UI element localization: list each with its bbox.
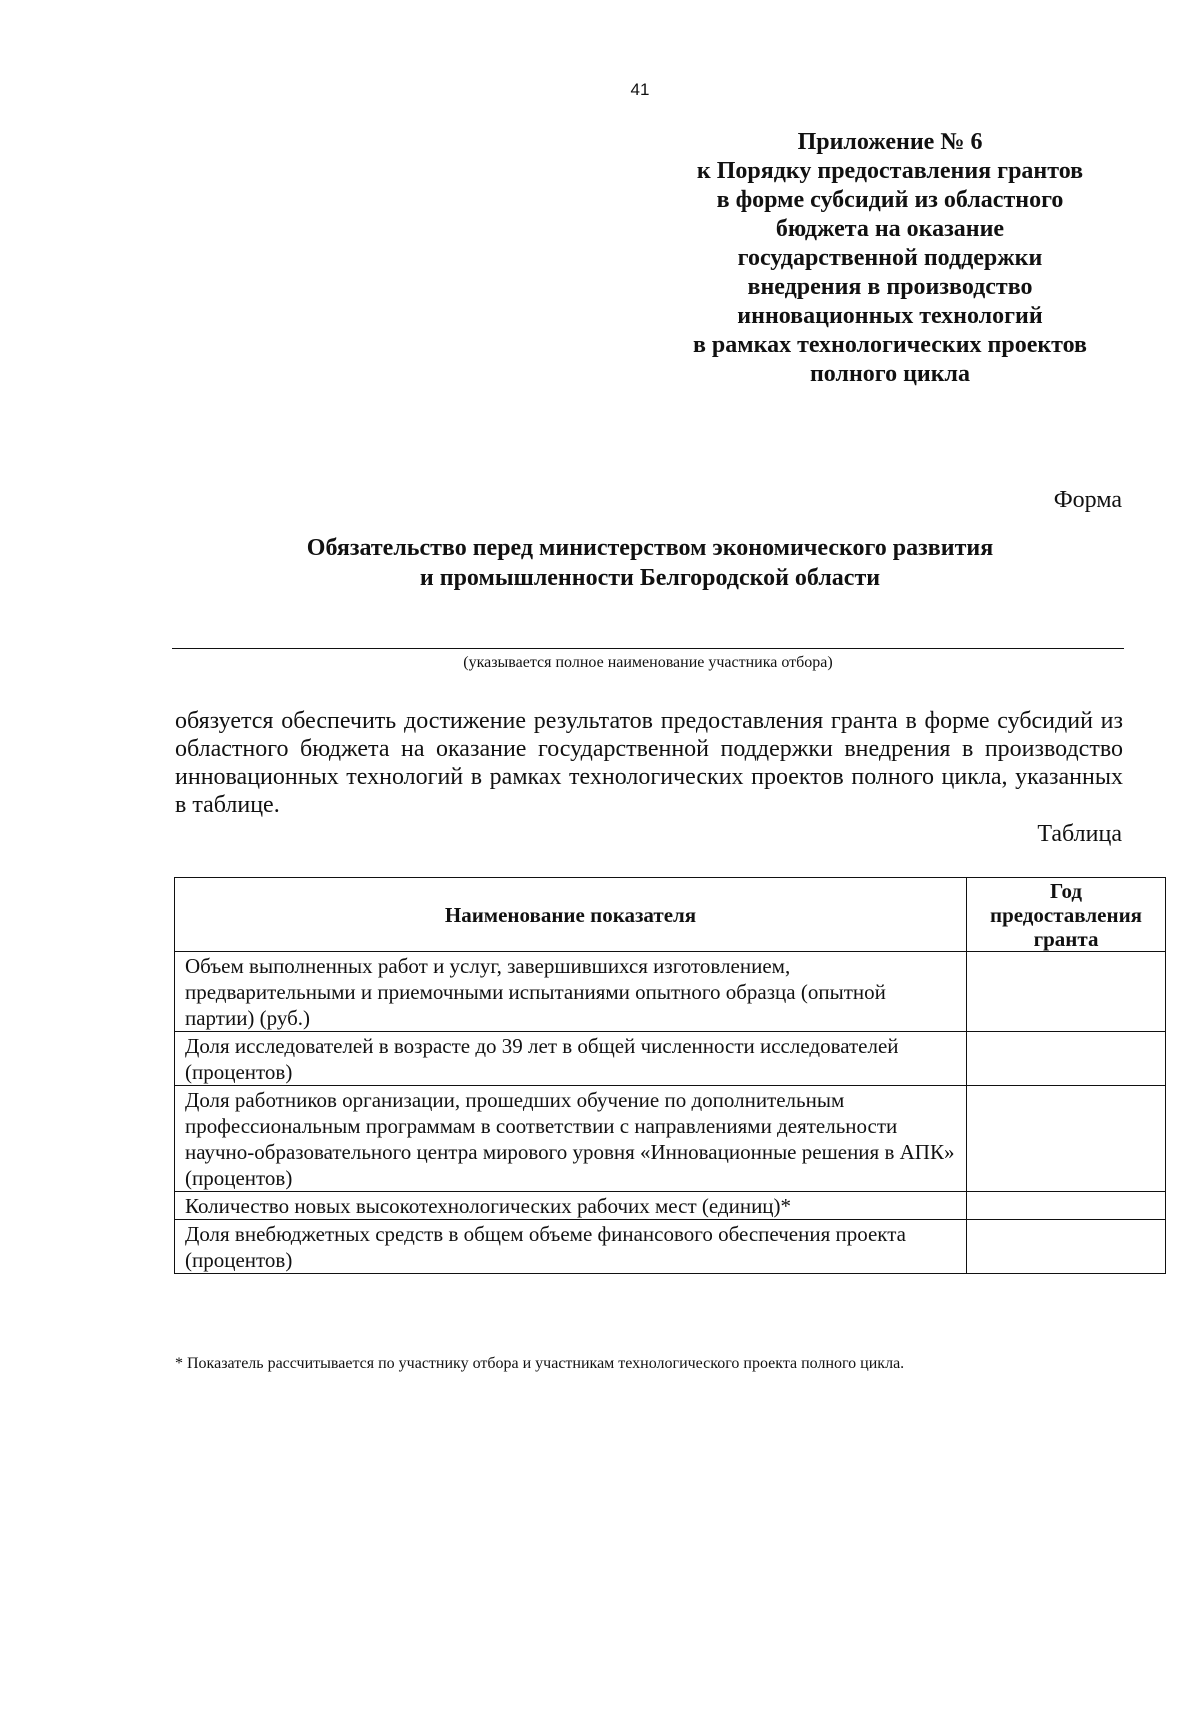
grant-year-cell — [967, 952, 1166, 1032]
table-row — [175, 1086, 1166, 1192]
document-title-line-1: Обязательство перед министерством экономического развития — [306, 535, 994, 561]
grant-year-cell — [967, 1086, 1166, 1192]
indicator-name-cell: Доля исследователей в возрасте до 39 лет в общей численности исследователей (процентов) — [175, 1032, 967, 1086]
header-indicator-name: Наименование показателя — [175, 878, 967, 952]
grant-year-cell — [967, 1220, 1166, 1274]
table-row — [175, 952, 1166, 1032]
indicator-name-cell: Объем выполненных работ и услуг, завершившихся изготовлением, предварительными и приемочными испытаниями опытного образца (опытной партии) (руб.) — [175, 952, 967, 1032]
page-number: 41 — [630, 80, 650, 99]
appendix-line: Приложение № 6 — [797, 129, 983, 155]
appendix-line: полного цикла — [809, 361, 971, 387]
indicator-name-cell: Доля работников организации, прошедших обучение по дополнительным профессиональным программам в соответствии с направлениями деятельности научно-образовательного центра мирового уровня «Инновационные решения в АПК» (процентов) — [175, 1086, 967, 1192]
table-row — [175, 1220, 1166, 1274]
appendix-line: инновационных технологий — [737, 303, 1043, 329]
table-row — [175, 1032, 1166, 1086]
appendix-line: к Порядку предоставления грантов — [696, 158, 1084, 184]
appendix-line: в рамках технологических проектов — [692, 332, 1088, 358]
participant-name-line — [172, 648, 1124, 649]
appendix-line: внедрения в производство — [747, 274, 1033, 300]
document-title — [175, 533, 1125, 593]
table-label: Таблица — [1037, 821, 1122, 847]
form-label: Форма — [1053, 487, 1122, 513]
appendix-line: в форме субсидий из областного — [716, 187, 1064, 213]
grant-year-cell — [967, 1192, 1166, 1220]
appendix-line: бюджета на оказание — [775, 216, 1005, 242]
obligation-text: обязуется обеспечить достижение результатов предоставления гранта в форме субсидий из областного бюджета на оказание государственной поддержки внедрения в производство инновационных технологий в рамках технологических проектов полного цикла, указанных в таблице. — [175, 708, 1123, 818]
indicators-table — [174, 877, 1166, 1274]
table-header-row — [175, 878, 1166, 952]
footnote: * Показатель рассчитывается по участнику отбора и участникам технологического проекта полного цикла. — [175, 1355, 905, 1372]
appendix-line: государственной поддержки — [737, 245, 1043, 271]
indicator-name-cell: Доля внебюджетных средств в общем объеме финансового обеспечения проекта (процентов) — [175, 1220, 967, 1274]
header-grant-year: Год предоставления гранта — [967, 878, 1166, 952]
document-title-line-2: и промышленности Белгородской области — [419, 565, 881, 591]
indicator-name-cell: Количество новых высокотехнологических рабочих мест (единиц)* — [175, 1192, 967, 1220]
grant-year-cell — [967, 1032, 1166, 1086]
table-row — [175, 1192, 1166, 1220]
participant-name-caption: (указывается полное наименование участника отбора) — [463, 654, 833, 671]
appendix-header — [640, 128, 1140, 389]
